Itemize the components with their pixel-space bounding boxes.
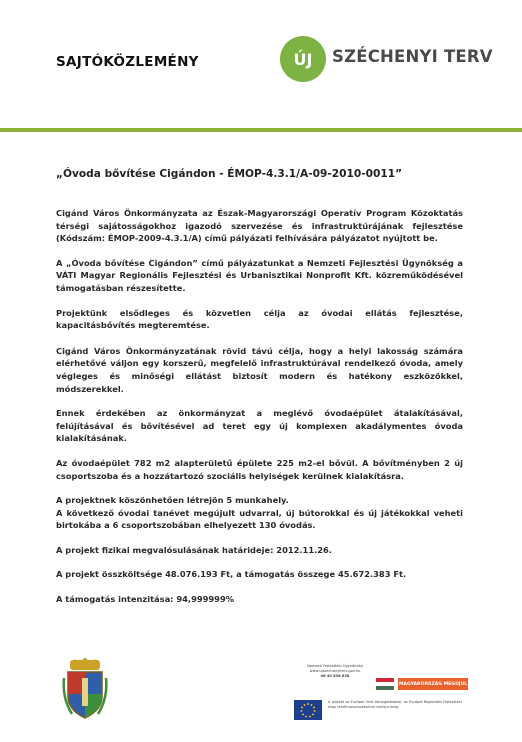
magyarorszag-megujul-badge: MAGYARORSZÁG MEGÚJUL — [398, 678, 468, 690]
nfu-line: www.ujszechenyiterv.gov.hu — [309, 669, 361, 673]
header-divider — [0, 128, 522, 132]
szechenyi-terv-logo — [280, 36, 493, 88]
funding-logos — [290, 662, 470, 732]
paragraph: Cigánd Város Önkormányzata az Észak-Magyarországi Operatív Program Közoktatás térségi sajátosságokhoz igazodó szervezése és infrastruktúrájának fejlesztése (Kódszám: ÉMOP-2009-4.3.1/A) című pályázati felhívására pályázatot nyújtott be. — [56, 208, 463, 244]
paragraph: A projekt fizikai megvalósulásának határideje: 2012.11.26. — [56, 544, 332, 555]
eu-funding-text: A projekt az Európai Unió támogatásával, az Európai Regionális Fejlesztési Alap társfinanszírozásával valósul meg. — [328, 700, 462, 709]
logo-badge: ÚJ — [280, 36, 326, 82]
logo-text: SZÉCHENYI TERV — [332, 47, 493, 66]
page-title: SAJTÓKÖZLEMÉNY — [56, 54, 199, 70]
paragraph: A projektnek köszönhetően létrejön 5 munkahely. — [56, 495, 289, 506]
paragraph: A „Óvoda bővítése Cigándon” című pályázatunkat a Nemzeti Fejlesztési Ügynökség a VÁTI Magyar Regionális Fejlesztési és Urbanisztikai Nonprofit Kft. közreműködésével támogatásban részesítette. — [56, 257, 463, 293]
paragraph: A támogatás intenzitása: 94,999999% — [56, 594, 235, 605]
paragraph: A következő óvodai tanévet megújult udvarral, új bútorokkal és új játékokkal veheti birtokába a 6 csoportszobában elhelyezett 130 óvodás. — [56, 507, 463, 531]
eu-flag-icon — [294, 700, 322, 720]
hungarian-flag-icon — [376, 678, 394, 690]
paragraph: Cigánd Város Önkormányzatának rövid távú célja, hogy a helyi lakosság számára elérhetővé váljon egy korszerű, megfelelő infrastruktúrával rendelkező óvoda, amely végleges és minőségi ellátást biztosít modern és hatékony eszközökkel, módszerekkel. — [56, 345, 463, 394]
paragraph: Az óvodaépület 782 m2 alapterületű épülete 225 m2-el bővül. A bővítményben 2 új csoportszoba és a hozzátartozó szociális helyiségek kerülnek kialakításra. — [56, 457, 463, 481]
nfu-logo — [290, 664, 380, 679]
paragraph: Projektünk elsődleges és közvetlen célja az óvodai ellátás fejlesztése, kapacitásbővítés megteremtése. — [56, 307, 463, 331]
paragraph: Ennek érdekében az önkormányzat a meglévő óvodaépület átalakításával, felújításával és bővítésével ad teret egy új komplexen akadálymentes óvoda kialakításának. — [56, 408, 463, 444]
nfu-line: 06 40 638 638 — [320, 674, 350, 678]
nfu-line: Nemzeti Fejlesztési Ügynökség — [307, 664, 363, 668]
coat-of-arms-icon — [62, 658, 108, 722]
document-title: „Óvoda bővítése Cigándon - ÉMOP-4.3.1/A-09-2010-0011” — [56, 168, 403, 180]
document-body — [56, 207, 463, 606]
paragraph: A projekt összköltsége 48.076.193 Ft, a támogatás összege 45.672.383 Ft. — [56, 569, 407, 580]
